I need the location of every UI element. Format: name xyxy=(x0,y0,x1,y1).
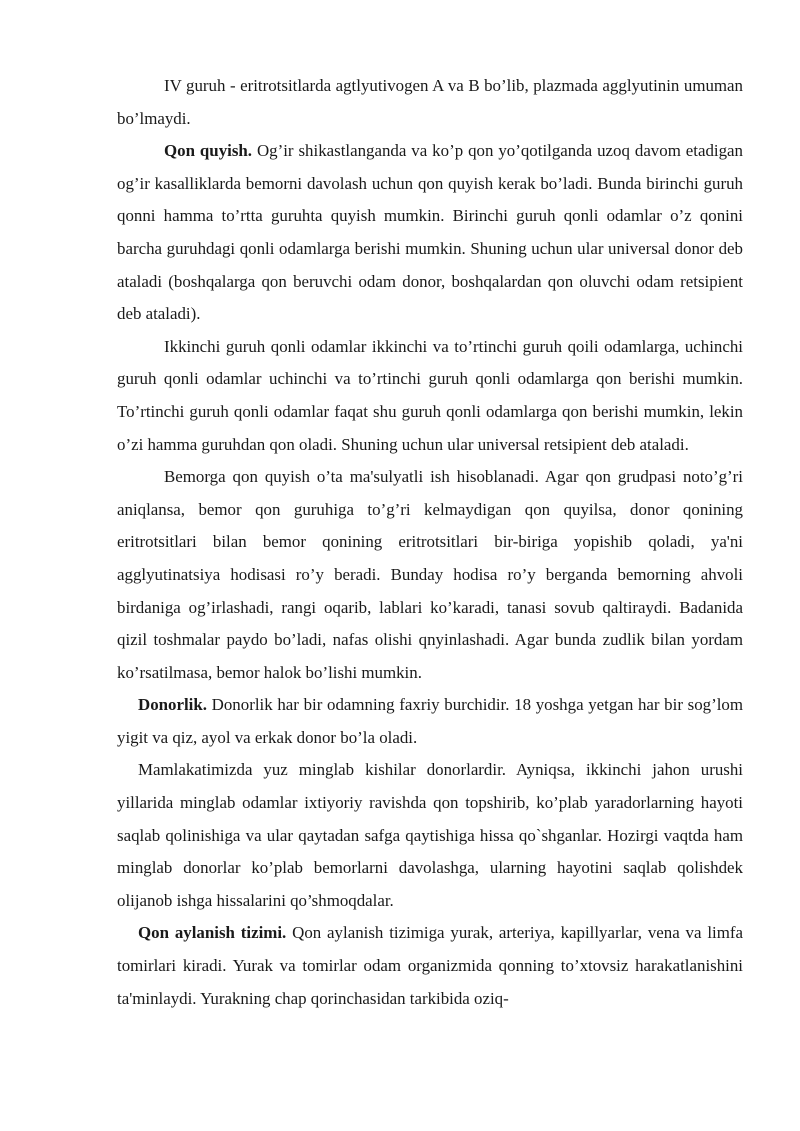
paragraph-text: IV guruh - eritrotsitlarda agtlyutivogen A va B bo’lib, plazmada agglyutinin umuman bo’lmaydi. xyxy=(117,76,743,128)
paragraph-blood-transfusion xyxy=(117,135,743,331)
paragraph-text: Qon aylanish tizimiga yurak, arteriya, kapillyarlar, vena va limfa tomirlari kiradi. Yurak va tomirlar odam organizmida qonning to’xtovsiz harakatlanishini ta'minlaydi. Yurakning chap qorinchasidan tarkibida oziq- xyxy=(117,923,743,1008)
paragraph-text: Mamlakatimizda yuz minglab kishilar donorlardir. Ayniqsa, ikkinchi jahon urushi yillarida minglab odamlar ixtiyoriy ravishda qon topshirib, ko’plab yaradorlarning hayoti saqlab qolinishiga va ular qaytadan safga qaytishiga hissa qo`shganlar. Hozirgi vaqtda ham minglab donorlar ko’plab bemorlarni davolashga, ularning hayotini saqlab qolishdek olijanob ishga hissalarini qo’shmoqdalar. xyxy=(117,760,743,910)
paragraph-donorship xyxy=(117,689,743,754)
paragraph-text: Ikkinchi guruh qonli odamlar ikkinchi va to’rtinchi guruh qoili odamlarga, uchinchi guruh qonli odamlar uchinchi va to’rtinchi guruh qonli odamlarga qon berishi mumkin. To’rtinchi guruh qonli odamlar faqat shu guruh qonli odamlarga qon berishi mumkin, lekin o’zi hamma guruhdan qon oladi. Shuning uchun ular universal retsipient deb ataladi. xyxy=(117,336,743,454)
paragraph-transfusion-risk xyxy=(117,461,743,689)
paragraph-donors-country xyxy=(117,754,743,917)
paragraph-circulatory-system xyxy=(117,917,743,1015)
section-heading-donorship: Donorlik. xyxy=(138,695,207,715)
section-heading-circulatory-system: Qon aylanish tizimi. xyxy=(138,923,287,943)
paragraph-text: Bemorga qon quyish o’ta ma'sulyatli ish hisoblanadi. Agar qon grudpasi noto’g’ri aniqlansa, bemor qon guruhiga to’g’ri kelmaydigan qon quyilsa, donor qonining eritrotsitlari bilan bemor qonining eritrotsitlari bir-biriga yopishib qoladi, ya'ni agglyutinatsiya hodisasi ro’y beradi. Bunday hodisa ro’y berganda bemorning ahvoli birdaniga og’irlashadi, rangi oqarib, lablari ko’karadi, tanasi sovub qaltiraydi. Badanida qizil toshmalar paydo bo’ladi, nafas olishi qnyinlashadi. Agar bunda zudlik bilan yordam ko’rsatilmasa, bemor halok bo’lishi mumkin. xyxy=(117,467,743,682)
document-page xyxy=(117,70,743,1015)
paragraph-text: Og’ir shikastlanganda va ko’p qon yo’qotilganda uzoq davom etadigan og’ir kasalliklarda bemorni davolash uchun qon quyish kerak bo’ladi. Bunda birinchi guruh qonni hamma to’rtta guruhta quyish mumkin. Birinchi guruh qonli odamlar o’z qonini barcha guruhdagi qonli odamlarga berishi mumkin. Shuning uchun ular universal donor deb ataladi (boshqalarga qon beruvchi odam donor, boshqalardan qon oluvchi odam retsipient deb ataladi). xyxy=(117,141,743,324)
paragraph-second-group xyxy=(117,331,743,461)
section-heading-blood-transfusion: Qon quyish. xyxy=(164,141,253,161)
paragraph-iv-group xyxy=(117,70,743,135)
paragraph-text: Donorlik har bir odamning faxriy burchidir. 18 yoshga yetgan har bir sog’lom yigit va qiz, ayol va erkak donor bo’la oladi. xyxy=(117,695,743,747)
